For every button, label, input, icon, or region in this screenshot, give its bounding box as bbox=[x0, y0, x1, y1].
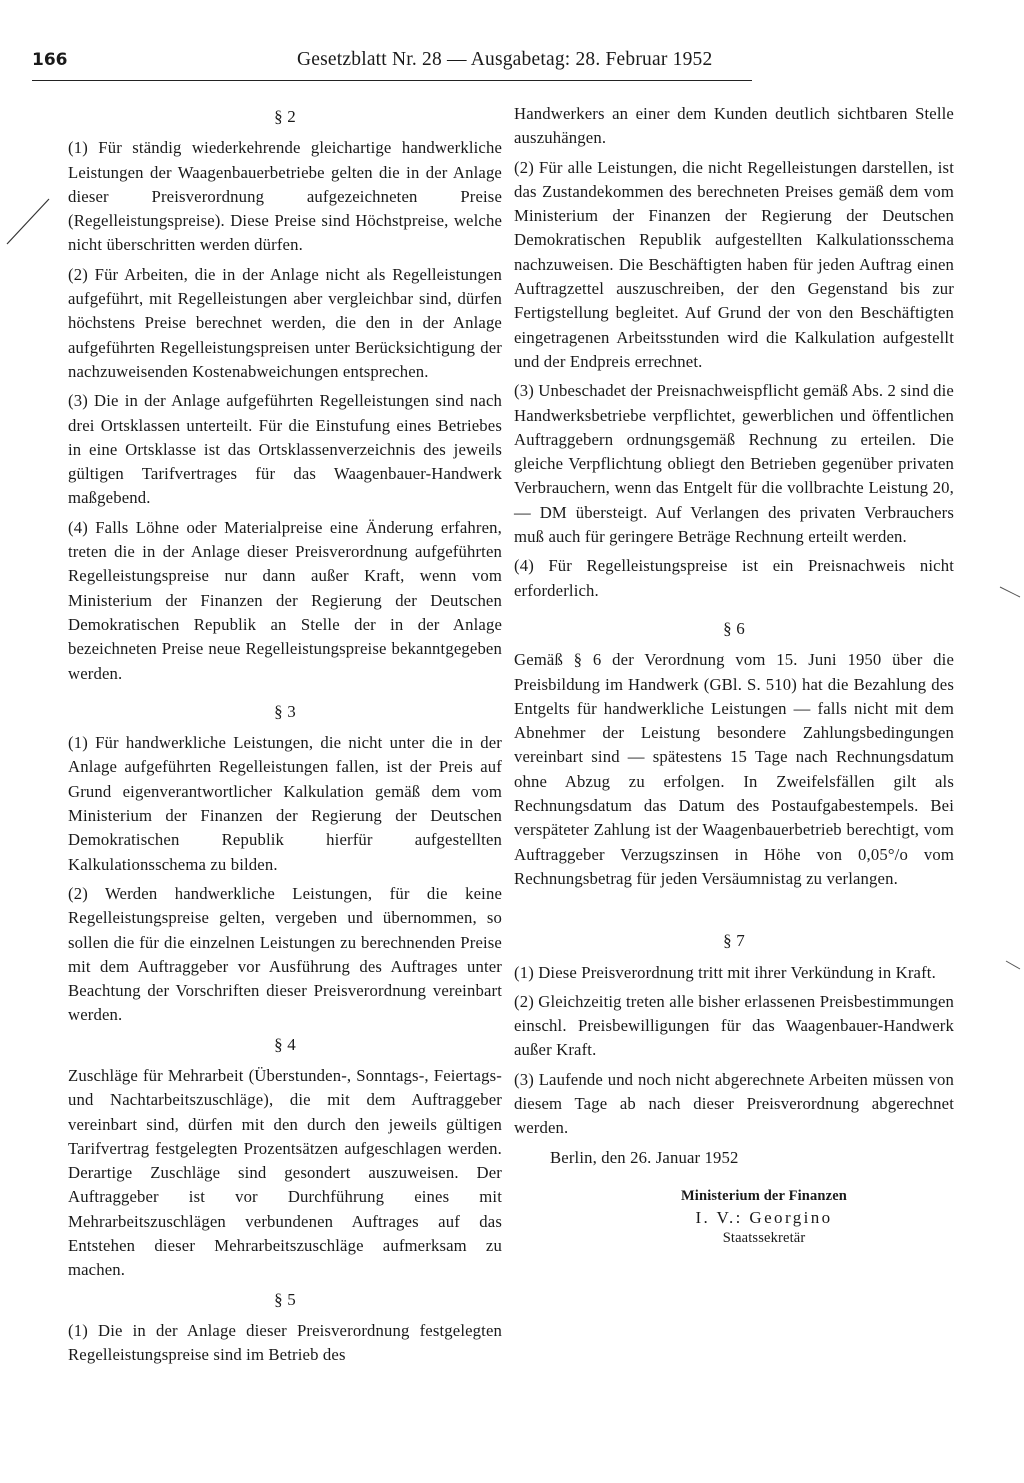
page-header bbox=[32, 50, 752, 81]
signature-role: Staatssekretär bbox=[722, 1229, 806, 1246]
section-7-paragraph-3: (3) Laufende und noch nicht abgerechnete Arbeiten müssen von diesem Tage ab nach dieser Preisverordnung abgerechnet werden. bbox=[514, 1069, 954, 1138]
section-2-heading: § 2 bbox=[274, 107, 296, 126]
section-4-heading: § 4 bbox=[274, 1034, 296, 1054]
section-5-heading: § 5 bbox=[274, 1289, 296, 1309]
section-5-paragraph-4: (4) Für Regelleistungspreise ist ein Preisnachweis nicht erforderlich. bbox=[514, 556, 954, 600]
section-6-heading: § 6 bbox=[723, 618, 745, 638]
section-2-paragraph-2: (2) Für Arbeiten, die in der Anlage nicht als Regelleistungen aufgeführt, mit Regelleistungen aber vergleichbar sind, dürfen höchstens Preise berechnet werden, die den in der Anlage aufgeführten Regelleistungspreisen unter Berücksichtigung der nachzuweisenden Kostenabweichungen entsprechen. bbox=[68, 264, 502, 381]
page-number: 166 bbox=[32, 50, 68, 70]
signature-ministry: Ministerium der Finanzen bbox=[680, 1187, 848, 1204]
section-6-paragraph-1: Gemäß § 6 der Verordnung vom 15. Juni 1950 über die Preisbildung im Handwerk (GBl. S. 510) hat die Bezahlung des Entgelts für handwerkliche Leistungen — falls nicht mit dem Abnehmer der Leistung besondere Zahlungsbedingungen vereinbart sind — spätestens 15 Tage nach Rechnungsdatum ohne Abzug zu erfolgen. In Zweifelsfällen gilt als Rechnungsdatum das Datum des Postaufgabestempels. Bei verspäteter Zahlung ist der Waagenbauerbetrieb berechtigt, vom Auftraggeber Verzugszinsen in Höhe von 0,05°/o vom Rechnungsbetrag für jeden Versäumnistag zu verlangen. bbox=[514, 650, 954, 888]
section-7-paragraph-1: (1) Diese Preisverordnung tritt mit ihrer Verkündung in Kraft. bbox=[514, 962, 936, 982]
signature-place-date: Berlin, den 26. Januar 1952 bbox=[550, 1147, 739, 1167]
signature-name: I. V.: Georgino bbox=[695, 1207, 833, 1227]
section-5-paragraph-1-end: Handwerkers an einer dem Kunden deutlich sichtbaren Stelle auszuhängen. bbox=[514, 104, 954, 148]
section-2-paragraph-1: (1) Für ständig wiederkehrende gleichartige handwerkliche Leistungen der Waagenbauerbetriebe gelten die in der Anlage dieser Preisverordnung aufgezeichneten Preise (Regelleistungspreise). Diese Preise sind Höchstpreise, welche nicht überschritten werden dürfen. bbox=[68, 138, 502, 255]
section-5-paragraph-2: (2) Für alle Leistungen, die nicht Regelleistungen darstellen, ist das Zustandekommen des berechneten Preises gemäß dem vom Ministerium der Finanzen der Regierung der Deutschen Demokratischen Republik aufgestellten Kalkulationsschema nachzuweisen. Die Beschäftigten haben für jeden Auftrag einen Auftragzettel auszuschreiben, der den Gegenstand bis zur Fertigstellung begleitet. Auf Grund der von den Beschäftigten eingetragenen Arbeitsstunden wird die Kalkulation aufgestellt und der Endpreis errechnet. bbox=[514, 157, 954, 371]
section-3-heading: § 3 bbox=[274, 701, 296, 721]
left-column bbox=[68, 102, 502, 1373]
section-5-paragraph-1-start: (1) Die in der Anlage dieser Preisverordnung festgelegten Regelleistungspreise sind im Betrieb des bbox=[68, 1320, 502, 1365]
section-7-paragraph-2: (2) Gleichzeitig treten alle bisher erlassenen Preisbestimmungen einschl. Preisbewilligungen für das Waagenbauer-Handwerk außer Kraft. bbox=[514, 991, 954, 1060]
section-3-paragraph-2: (2) Werden handwerkliche Leistungen, für die keine Regelleistungspreise gelten, vergeben und übernommen, so sollen die für die einzelnen Leistungen zu berechnenden Preise mit dem Auftraggeber vor Ausführung des Auftrages unter Beachtung der Vorschriften dieser Preisverordnung vereinbart werden. bbox=[68, 883, 502, 1025]
section-7-heading: § 7 bbox=[723, 931, 745, 951]
edge-pen-mark-1 bbox=[998, 584, 1022, 600]
gazette-title: Gesetzblatt Nr. 28 — Ausgabetag: 28. Februar 1952 bbox=[297, 49, 713, 70]
section-3-paragraph-1: (1) Für handwerkliche Leistungen, die nicht unter die in der Anlage aufgeführten Regelleistungen fallen, ist der Preis auf Grund eigenverantwortlicher Kalkulation gemäß dem vom Ministerium der Finanzen der Regierung der Deutschen Demokratischen Republik hierfür aufgestellten Kalkulationsschema zu bilden. bbox=[68, 733, 502, 874]
margin-pen-mark bbox=[4, 196, 52, 248]
edge-pen-mark-2 bbox=[1004, 958, 1022, 972]
section-5-paragraph-3: (3) Unbeschadet der Preisnachweispflicht gemäß Abs. 2 sind die Handwerksbetriebe verpflichtet, gewerblichen und öffentlichen Auftraggebern ordnungsgemäß Rechnung zu erteilen. Die gleiche Verpflichtung obliegt den Betrieben gegenüber privaten Verbrauchern, wenn das Entgelt für die vollbrachte Leistung 20,— DM übersteigt. Auf Verlangen des privaten Verbrauchers muß auch für geringere Beträge Rechnung erteilt werden. bbox=[514, 381, 954, 547]
section-4-paragraph-1: Zuschläge für Mehrarbeit (Überstunden-, Sonntags-, Feiertags- und Nachtarbeitszuschläge), die mit dem Auftraggeber vereinbart sind, dürfen mit den durch den jeweils gültigen Tarifvertrag festgelegten Prozentsätzen aufgeschlagen werden. Derartige Zuschläge sind gesondert auszuweisen. Der Auftraggeber ist vor Durchführung eines mit Mehrarbeitszuschlägen verbundenen Auftrages auf das Entstehen dieser Mehrarbeitszuschläge aufmerksam zu machen. bbox=[68, 1065, 502, 1280]
right-column bbox=[514, 102, 954, 1249]
section-2-paragraph-3: (3) Die in der Anlage aufgeführten Regelleistungen sind nach drei Ortsklassen unterteilt. Für die Einstufung eines Betriebes in eine Ortsklasse ist das Ortsklassenverzeichnis des jeweils gültigen Tarifvertrages für das Waagenbauer-Handwerk maßgebend. bbox=[68, 391, 502, 508]
section-2-paragraph-4: (4) Falls Löhne oder Materialpreise eine Änderung erfahren, treten die in der Anlage dieser Preisverordnung aufgeführten Regelleistungspreise nur dann außer Kraft, wenn vom Ministerium der Finanzen der Regierung der Deutschen Demokratischen Republik an Stelle der in der Anlage bezeichneten Preise neue Regelleistungspreise bekanntgegeben werden. bbox=[68, 517, 502, 683]
